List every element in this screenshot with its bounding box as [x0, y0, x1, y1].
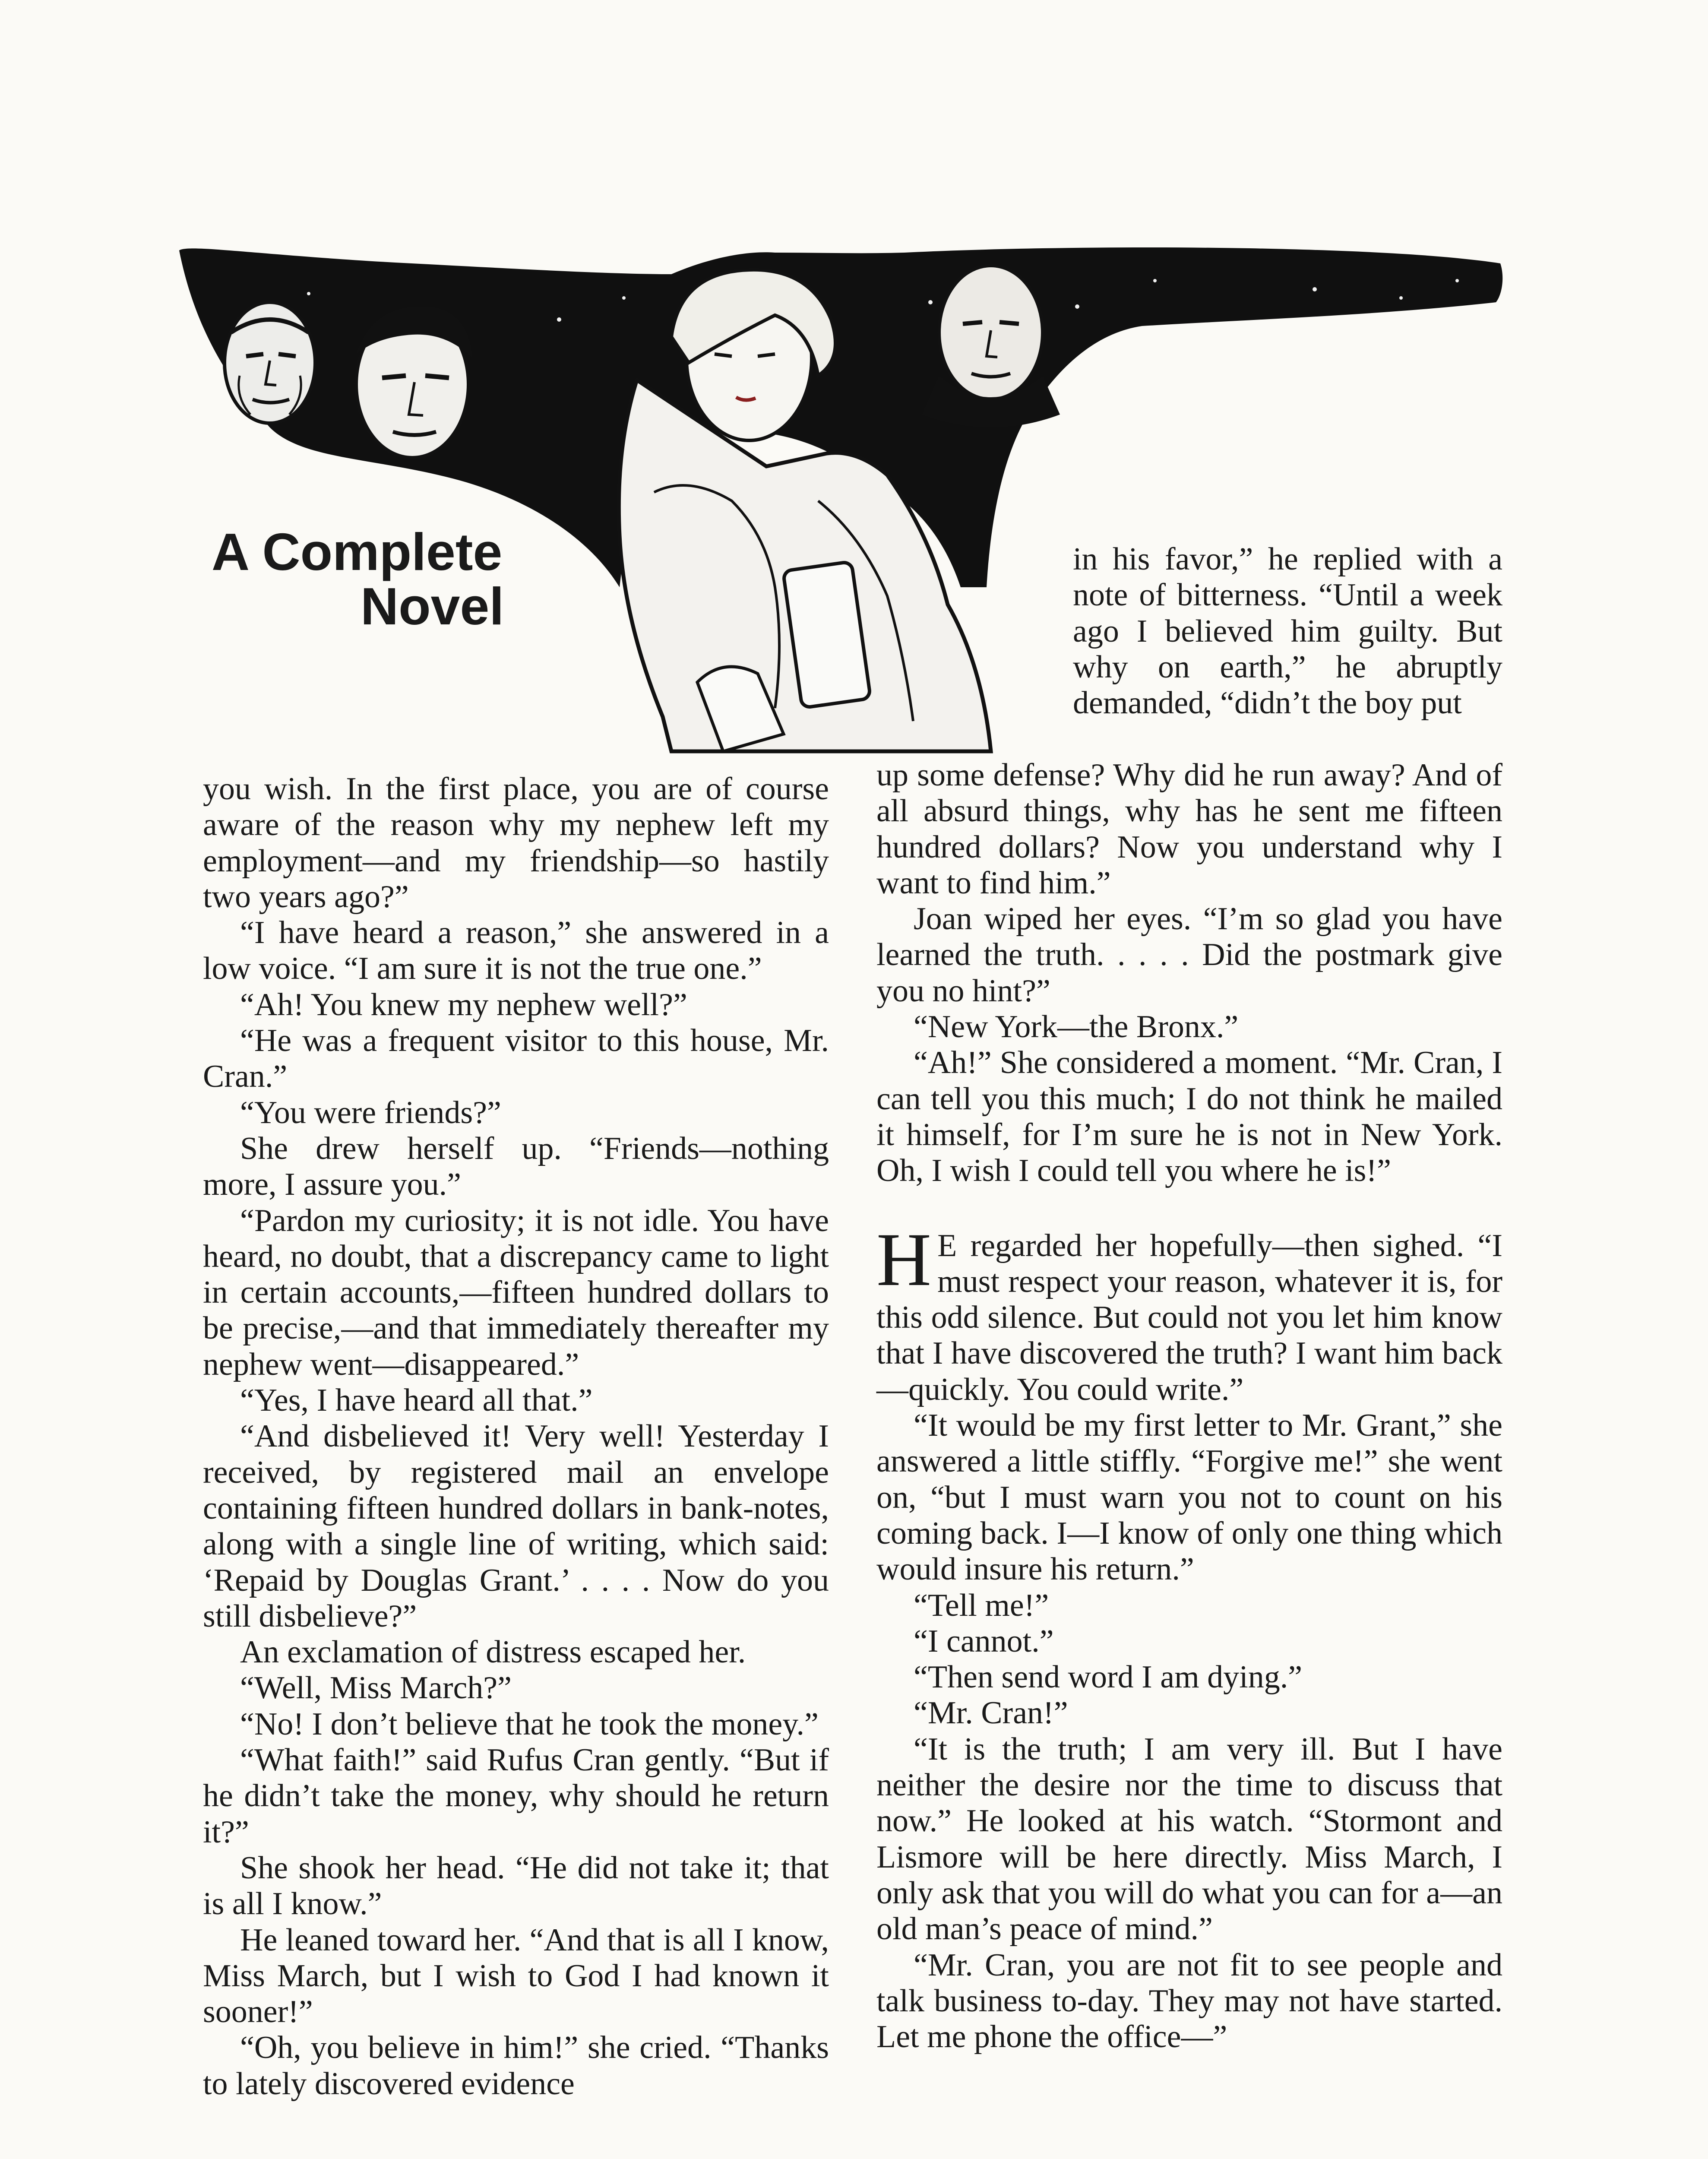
paragraph: “You were friends?” — [240, 1095, 501, 1130]
paragraph: “Ah! You knew my nephew well?” — [240, 987, 687, 1023]
drop-cap-letter: H — [876, 1217, 932, 1302]
paragraph: “It would be my first letter to Mr. Grant,” she answered a little stiffly. “Forgive me!” she went on, “but I must warn you not to count on his coming back. I—I know of only one thing which would insure his return.” — [876, 1408, 1502, 1587]
paragraph: “Yes, I have heard all that.” — [240, 1383, 593, 1418]
paragraph: “Mr. Cran!” — [914, 1695, 1068, 1731]
paragraph: “Then send word I am dying.” — [914, 1659, 1303, 1695]
paragraph: “Tell me!” — [914, 1587, 1049, 1623]
paragraph: He leaned toward her. “And that is all I know, Miss March, but I wish to God I had known it sooner!” — [203, 1922, 829, 2030]
paragraph: She shook her head. “He did not take it; that is all I know.” — [203, 1850, 829, 1922]
paragraph: “No! I don’t believe that he took the money.” — [240, 1706, 819, 1742]
drop-cap-paragraph-text: E regarded her hopefully—then sighed. “I must respect your reason, whatever it is, for this odd silence. But could not you let him know that I have discovered the truth? I want him back—quickly. You could write.” — [876, 1228, 1502, 1407]
paragraph: “It is the truth; I am very ill. But I have neither the desire nor the time to discuss that now.” He looked at his watch. “Stormont and Lismore will be here directly. Miss March, I only ask that you will do what you can for a—an old man’s peace of mind.” — [876, 1731, 1502, 1947]
paragraph: in his favor,” he replied with a note of bitterness. “Until a week ago I believed him guilty. But why on earth,” he abruptly demanded, “didn’t the boy put — [1073, 541, 1502, 721]
paragraph: “Pardon my curiosity; it is not idle. You have heard, no doubt, that a discrepancy came to light in certain accounts,—fifteen hundred dollars to be precise,—and that immediately thereafter my nephew went—disappeared.” — [203, 1203, 829, 1382]
paragraph: “Well, Miss March?” — [240, 1670, 512, 1706]
paragraph: Joan wiped her eyes. “I’m so glad you have learned the truth. . . . . Did the postmark give you no hint?” — [876, 901, 1502, 1009]
left-column-text — [203, 771, 829, 2102]
story-title — [212, 522, 596, 636]
paragraph: She drew herself up. “Friends—nothing more, I assure you.” — [203, 1130, 829, 1203]
paragraph: “Ah!” She considered a moment. “Mr. Cran, I can tell you this much; I do not think he mailed it himself, for I’m sure he is not in New York. Oh, I wish I could tell you where he is!” — [876, 1045, 1502, 1189]
title-line-2: Novel — [361, 577, 504, 636]
paragraph: “I cannot.” — [914, 1623, 1054, 1659]
paragraph: “And disbelieved it! Very well! Yesterday I received, by registered mail an envelope containing fifteen hundred dollars in bank-notes, along with a single line of writing, which said: ‘Repaid by Douglas Grant.’ . . . . Now do you still disbelieve?” — [203, 1418, 829, 1634]
paragraph: “Mr. Cran, you are not fit to see people and talk business to-day. They may not have started. Let me phone the office—” — [876, 1947, 1502, 2055]
paragraph: An exclamation of distress escaped her. — [240, 1634, 746, 1670]
paragraph: you wish. In the first place, you are of course aware of the reason why my nephew left my employment—and my friendship—so hastily two years ago?” — [203, 771, 829, 915]
paragraph: “I have heard a reason,” she answered in a low voice. “I am sure it is not the true one.” — [203, 915, 829, 987]
paragraph: up some defense? Why did he run away? And of all absurd things, why has he sent me fifteen hundred dollars? Now you understand why I want to find him.” — [876, 757, 1502, 901]
paragraph: “What faith!” said Rufus Cran gently. “But if he didn’t take the money, why should he return it?” — [203, 1742, 829, 1850]
paragraph: “He was a frequent visitor to this house, Mr. Cran.” — [203, 1023, 829, 1095]
section-opening-paragraph — [876, 1217, 1502, 1408]
paragraph: “Oh, you believe in him!” she cried. “Thanks to lately discovered evidence — [203, 2030, 829, 2102]
old-man-face-portrait — [225, 302, 315, 423]
right-column-top-text — [1073, 541, 1502, 721]
right-column-text — [876, 757, 1502, 2055]
title-line-1: A Complete — [212, 522, 503, 581]
paragraph: “New York—the Bronx.” — [914, 1009, 1239, 1045]
